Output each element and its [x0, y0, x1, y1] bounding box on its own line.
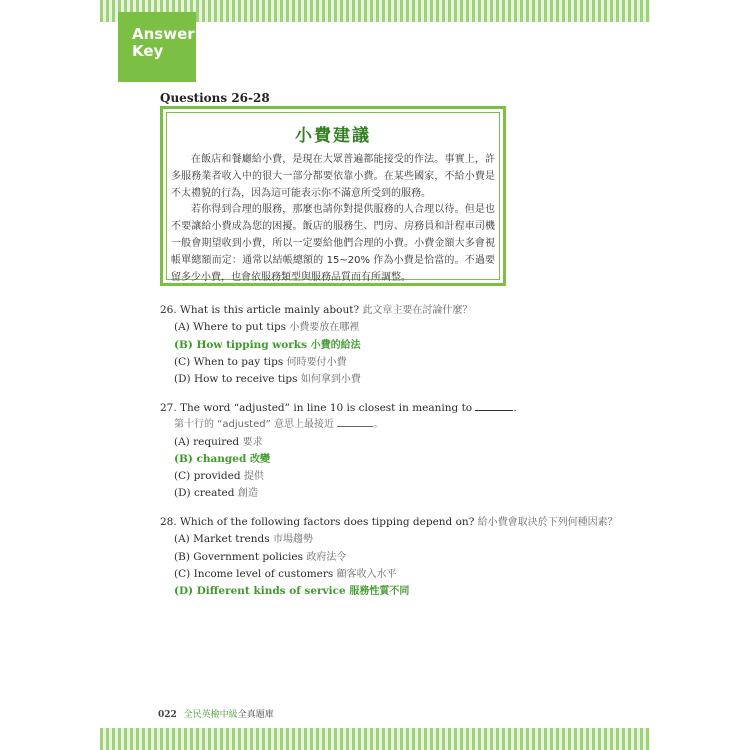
option-d-correct: (D) Different kinds of service 服務性質不同 — [174, 585, 410, 598]
option-d: (D) How to receive tips 如何拿到小費 — [174, 373, 361, 386]
bottom-decorative-stripe — [100, 728, 650, 750]
question-stem: 26. What is this article mainly about? 此文章主要在討論什麼？ — [160, 304, 473, 316]
page-footer — [158, 707, 274, 720]
option-a: (A) Market trends 市場趨勢 — [174, 533, 313, 546]
book-title: 全民英檢中級 — [183, 710, 238, 720]
option-c: (C) When to pay tips 何時要付小費 — [174, 355, 347, 368]
passage-text — [171, 152, 495, 286]
option-c: (C) Income level of customers 顧客收入水平 — [174, 567, 397, 580]
question-28 — [160, 514, 618, 600]
passage-title: 小費建議 — [295, 126, 371, 146]
answer-blank — [475, 400, 513, 411]
passage-paragraph: 若你得到合理的服務，那麼也請你對提供服務的人合理以待。但是也不要讓給小費成為您的困擾。飯店的服務生、門房、房務員和計程車司機一般會期望收到小費，所以一定要給他們合理的小費。小費金額大多會視帳單總額而定：通常以結帳總額的 15~20% 作為小費是恰當的。不過要留多少小費，也會依服務類型與服務品質而有所調整。 — [171, 204, 495, 283]
question-stem: 28. Which of the following factors does tipping depend on? 給小費會取決於下列何種因素？ — [160, 516, 618, 528]
passage-paragraph: 在飯店和餐廳給小費，是現在大眾普遍都能接受的作法。事實上，許多服務業者收入中的很大一部分都要依靠小費。在某些國家，不給小費是不太禮貌的行為，因為這可能表示你不滿意所受到的服務。 — [171, 154, 495, 199]
option-b: (B) Government policies 政府法令 — [174, 550, 347, 563]
option-a: (A) required 要求 — [174, 435, 263, 448]
question-27 — [160, 400, 517, 503]
option-b-correct: (B) How tipping works 小費的給法 — [174, 338, 361, 351]
badge-line-1: Answer — [132, 25, 195, 43]
answer-key-badge — [118, 12, 196, 82]
question-stem: 27. The word “adjusted” in line 10 is closest in meaning to . — [160, 402, 517, 414]
question-stem-zh: 第十行的 “adjusted” 意思上最接近 。 — [160, 416, 517, 433]
book-subtitle: 全真題庫 — [237, 710, 274, 720]
question-26 — [160, 302, 472, 388]
page-number: 022 — [158, 710, 177, 720]
option-c: (C) provided 提供 — [174, 470, 264, 483]
option-d: (D) created 創造 — [174, 487, 258, 500]
passage-box — [160, 106, 506, 286]
badge-line-2: Key — [132, 42, 164, 60]
answer-blank-zh — [337, 416, 373, 427]
section-heading: Questions 26-28 — [160, 91, 270, 105]
option-b-correct: (B) changed 改變 — [174, 452, 270, 465]
option-a: (A) Where to put tips 小費要放在哪裡 — [174, 321, 360, 334]
